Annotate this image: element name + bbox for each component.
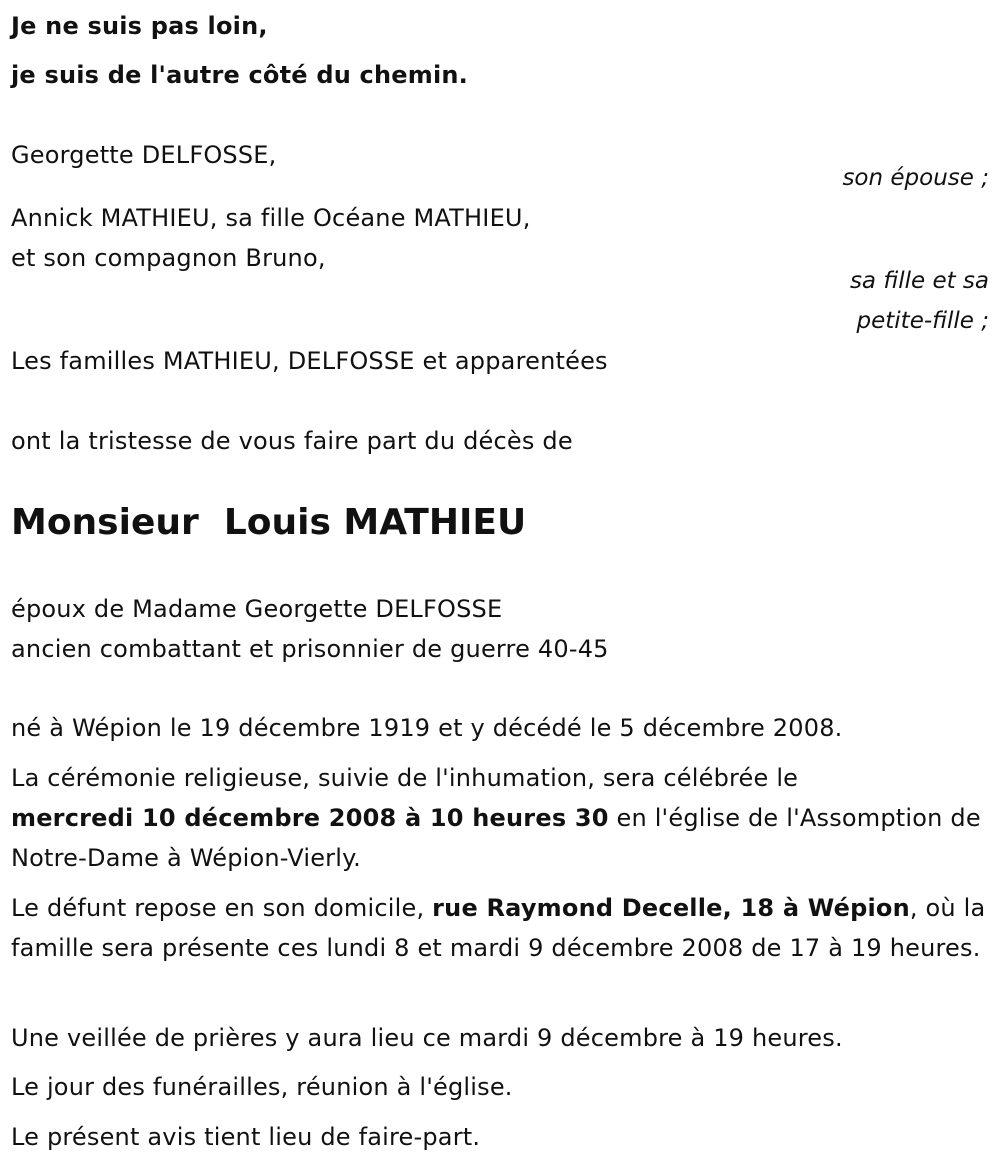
deceased-title: Monsieur Louis MATHIEU	[11, 502, 527, 543]
ceremony-paragraph	[11, 758, 989, 878]
vigil-line: Une veillée de prières y aura lieu ce mardi 9 décembre à 19 heures.	[11, 1024, 843, 1052]
wife-role: son épouse ;	[842, 165, 989, 191]
announcement-line: ont la tristesse de vous faire part du décès de	[11, 427, 573, 455]
families-line: Les familles MATHIEU, DELFOSSE et apparentées	[11, 347, 608, 375]
ceremony-date: mercredi 10 décembre 2008 à 10 heures 30	[11, 804, 609, 832]
rest-address: rue Raymond Decelle, 18 à Wépion	[432, 894, 910, 922]
birth-death-line: né à Wépion le 19 décembre 1919 et y décédé le 5 décembre 2008.	[11, 714, 843, 742]
daughter-role-line-2: petite-fille ;	[856, 308, 989, 334]
daughter-line-2: et son compagnon Bruno,	[11, 244, 326, 272]
rest-details: , où la famille sera présente ces lundi 8 et mardi 9 décembre 2008 de 17 à 19 heures.	[11, 894, 986, 962]
notice-line: Le présent avis tient lieu de faire-part.	[11, 1123, 481, 1151]
rest-paragraph	[11, 888, 989, 968]
epigraph-line-1: Je ne suis pas loin,	[11, 12, 268, 40]
rest-intro: Le défunt repose en son domicile,	[11, 894, 433, 922]
obituary-notice	[11, 0, 989, 1172]
ceremony-place: en l'église de l'Assomption de Notre-Dame à Wépion-Vierly.	[11, 804, 981, 872]
daughter-line-1: Annick MATHIEU, sa fille Océane MATHIEU,	[11, 204, 531, 232]
wife-name: Georgette DELFOSSE,	[11, 141, 277, 169]
funeral-day-line: Le jour des funérailles, réunion à l'église.	[11, 1073, 513, 1101]
daughter-role-line-1: sa fille et sa	[849, 268, 989, 294]
epigraph-line-2: je suis de l'autre côté du chemin.	[11, 61, 468, 89]
spouse-line: époux de Madame Georgette DELFOSSE	[11, 595, 503, 623]
ceremony-intro: La cérémonie religieuse, suivie de l'inhumation, sera célébrée le	[11, 764, 799, 792]
veteran-line: ancien combattant et prisonnier de guerre 40-45	[11, 635, 609, 663]
